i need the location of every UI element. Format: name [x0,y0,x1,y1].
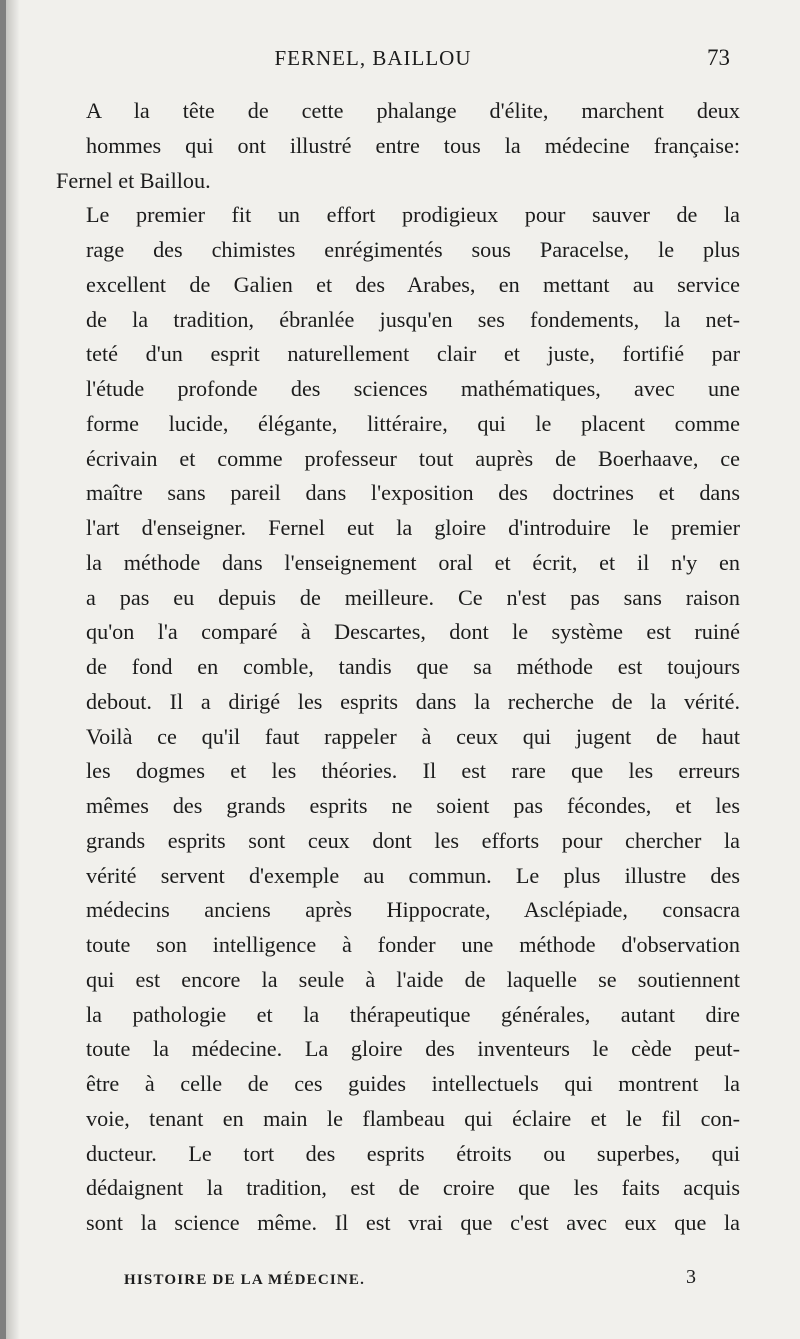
text-line: être à celle de ces guides intellectuels qui montrent la [86,1071,740,1096]
text-line: forme lucide, élégante, littéraire, qui le placent comme [86,410,740,436]
text-line: dédaignent la tradition, est de croire que les faits acquis [86,1175,740,1201]
text-line: médecins anciens après Hippocrate, Asclépiade, consacra [86,897,740,923]
text-line: Voilà ce qu'il faut rappeler à ceux qui jugent de haut [86,723,740,749]
text-line: a pas eu depuis de meilleure. Ce n'est pas sans raison [86,584,740,610]
text-line: voie, tenant en main le flambeau qui éclaire et le fil con- [86,1105,740,1131]
paragraph [56,94,740,198]
text-line: la méthode dans l'enseignement oral et écrit, et il n'y en [86,549,740,575]
body-text [56,94,740,1241]
footer-book-title: HISTOIRE DE LA MÉDECINE. [124,1272,366,1288]
signature-mark: 3 [686,1266,696,1288]
paragraph [56,720,740,1241]
text-line: écrivain et comme professeur tout auprès de Boerhaave, ce [86,445,740,471]
text-line: l'étude profonde des sciences mathématiques, avec une [86,376,740,401]
text-line: sont la science même. Il est vrai que c'est avec eux que la [86,1210,740,1235]
text-line: grands esprits sont ceux dont les efforts pour chercher la [86,827,740,853]
running-title: FERNEL, BAILLOU [274,46,472,70]
page-number: 73 [707,45,730,70]
text-line: hommes qui ont illustré entre tous la médecine française: [86,132,740,158]
text-line: excellent de Galien et des Arabes, en mettant au service [86,271,740,297]
text-line: Fernel et Baillou. [56,167,211,193]
text-line: l'art d'enseigner. Fernel eut la gloire d'introduire le premier [86,515,740,540]
text-line: debout. Il a dirigé les esprits dans la recherche de la vérité. [86,688,740,714]
paragraph [56,198,740,719]
text-line: vérité servent d'exemple au commun. Le plus illustre des [86,862,740,888]
text-line: mêmes des grands esprits ne soient pas fécondes, et les [86,793,740,818]
text-line: rage des chimistes enrégimentés sous Paracelse, le plus [86,237,740,262]
text-line: A la tête de cette phalange d'élite, marchent deux [86,98,740,123]
book-page [6,0,800,1339]
text-line: toute son intelligence à fonder une méthode d'observation [86,932,740,957]
text-line: qui est encore la seule à l'aide de laquelle se soutiennent [86,966,740,992]
text-line: ducteur. Le tort des esprits étroits ou superbes, qui [86,1140,740,1166]
text-line: maître sans pareil dans l'exposition des doctrines et dans [86,480,740,506]
text-line: Le premier fit un effort prodigieux pour sauver de la [86,202,740,228]
text-line: de la tradition, ébranlée jusqu'en ses fondements, la net- [86,306,740,332]
text-line: les dogmes et les théories. Il est rare que les erreurs [86,758,740,784]
text-line: toute la médecine. La gloire des inventeurs le cède peut- [86,1036,740,1062]
text-line: teté d'un esprit naturellement clair et juste, fortifié par [86,341,740,367]
text-line: qu'on l'a comparé à Descartes, dont le système est ruiné [86,619,740,645]
text-line: la pathologie et la thérapeutique générales, autant dire [86,1001,740,1027]
text-line: de fond en comble, tandis que sa méthode est toujours [86,654,740,679]
